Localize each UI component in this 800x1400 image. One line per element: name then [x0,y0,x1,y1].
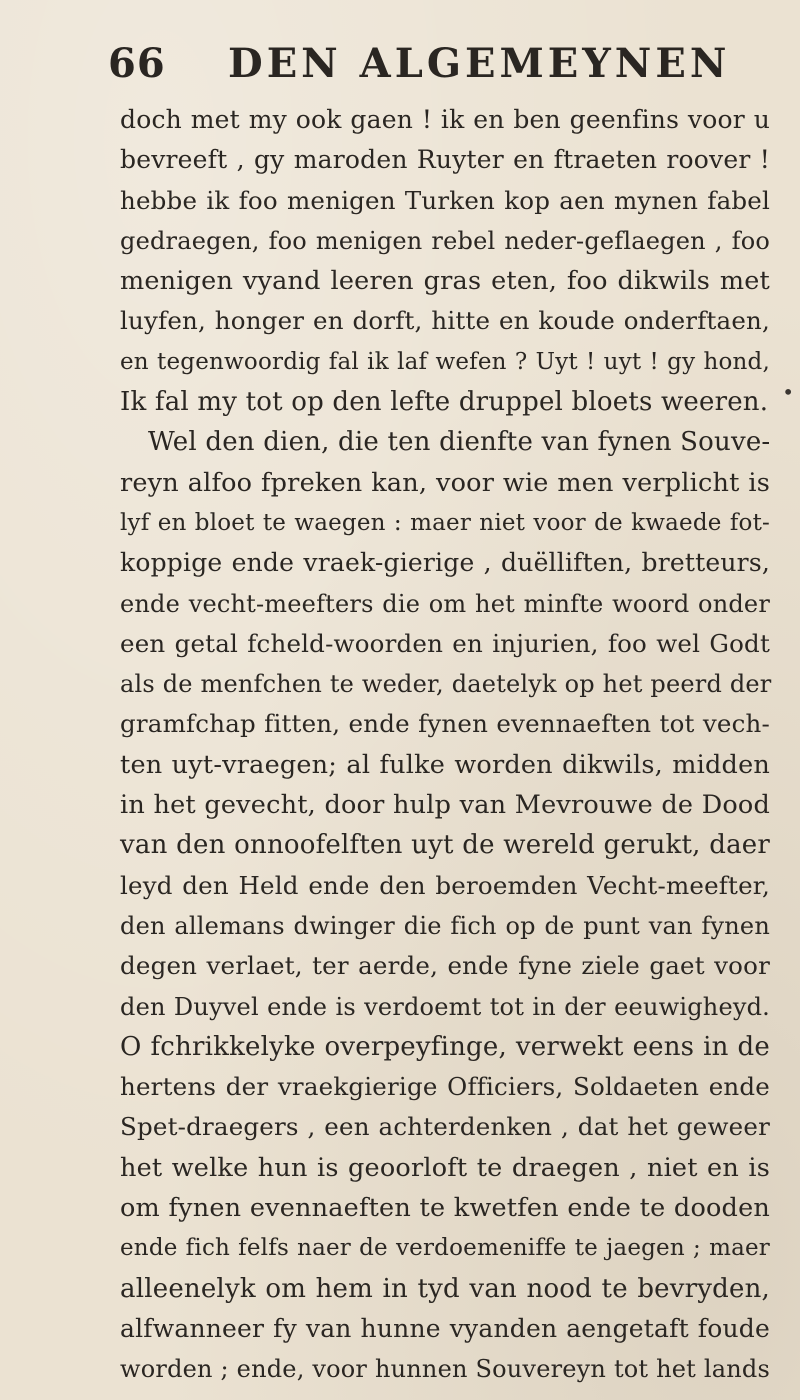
text-line: O fchrikkelyke overpeyfinge, verwekt eens in de [120,1031,770,1062]
text-line: gramfchap fitten, ende fynen evennaeften tot vech- [120,709,770,739]
text-line: den allemans dwinger die fich op de punt van fynen [120,911,770,940]
text-line: in het gevecht, door hulp van Mevrouwe de Dood [120,790,770,821]
text-line: ende fich felfs naer de verdoemeniffe te jaegen ; maer [120,1235,770,1262]
text-line: reyn alfoo fpreken kan, voor wie men verplicht is [120,467,770,498]
text-line: als de menfchen te weder, daetelyk op het peerd der [120,670,772,699]
text-line: doch met my ook gaen ! ik en ben geenfins voor u [120,105,770,134]
text-line: alleenelyk om hem in tyd van nood te bevryden, [120,1273,770,1304]
text-line: worden ; ende, voor hunnen Souvereyn tot het lands [120,1355,770,1384]
text-line: lyf en bloet te waegen : maer niet voor de kwaede fot- [120,509,770,536]
text-line: gedraegen, foo menigen rebel neder-geflaegen , foo [120,226,770,255]
text-line: een getal fcheld-woorden en injurien, foo wel Godt [120,628,770,658]
text-line: menigen vyand leeren gras eten, foo dikwils met [120,266,770,297]
page-header [108,40,730,100]
text-line: leyd den Held ende den beroemden Vecht-meefter, [120,870,770,900]
page-number: 66 [108,40,166,87]
text-line: en tegenwoordig fal ik laf wefen ? Uyt ! uyt ! gy hond, [120,348,770,375]
text-line: ende vecht-meefters die om het minfte woord onder [120,589,770,618]
text-line: hertens der vraekgierige Officiers, Soldaeten ende [120,1072,770,1102]
text-line: luyfen, honger en dorft, hitte en koude onderftaen, [120,306,770,336]
text-line: het welke hun is geoorloft te draegen , niet en is [120,1152,770,1183]
body-text [120,100,770,1390]
text-line: Ik fal my tot op den lefte druppel bloets weeren. [120,387,769,418]
text-line: alfwanneer fy van hunne vyanden aengetaft foude [120,1313,770,1343]
paragraph-start-line: Wel den dien, die ten dienfte van fynen Souve- [148,427,771,458]
running-title: DEN ALGEMEYNEN [228,40,731,87]
text-line: van den onnoofelften uyt de wereld gerukt, daer [120,830,770,861]
text-line: koppige ende vraek-gierige , duëlliften, bretteurs, [120,548,770,578]
margin-mark: • [782,380,794,404]
text-line: bevreeft , gy maroden Ruyter en ftraeten roover ! [120,145,770,175]
text-line: den Duyvel ende is verdoemt tot in der eeuwigheyd. [120,992,770,1021]
text-line: degen verlaet, ter aerde, ende fyne ziele gaet voor [120,951,770,981]
text-line: ten uyt-vraegen; al fulke worden dikwils, midden [120,749,770,780]
text-line: om fynen evennaeften te kwetfen ende te dooden [120,1193,770,1224]
text-line: hebbe ik foo menigen Turken kop aen mynen fabel [120,185,770,215]
text-line: Spet-draegers , een achterdenken , dat het geweer [120,1112,770,1142]
